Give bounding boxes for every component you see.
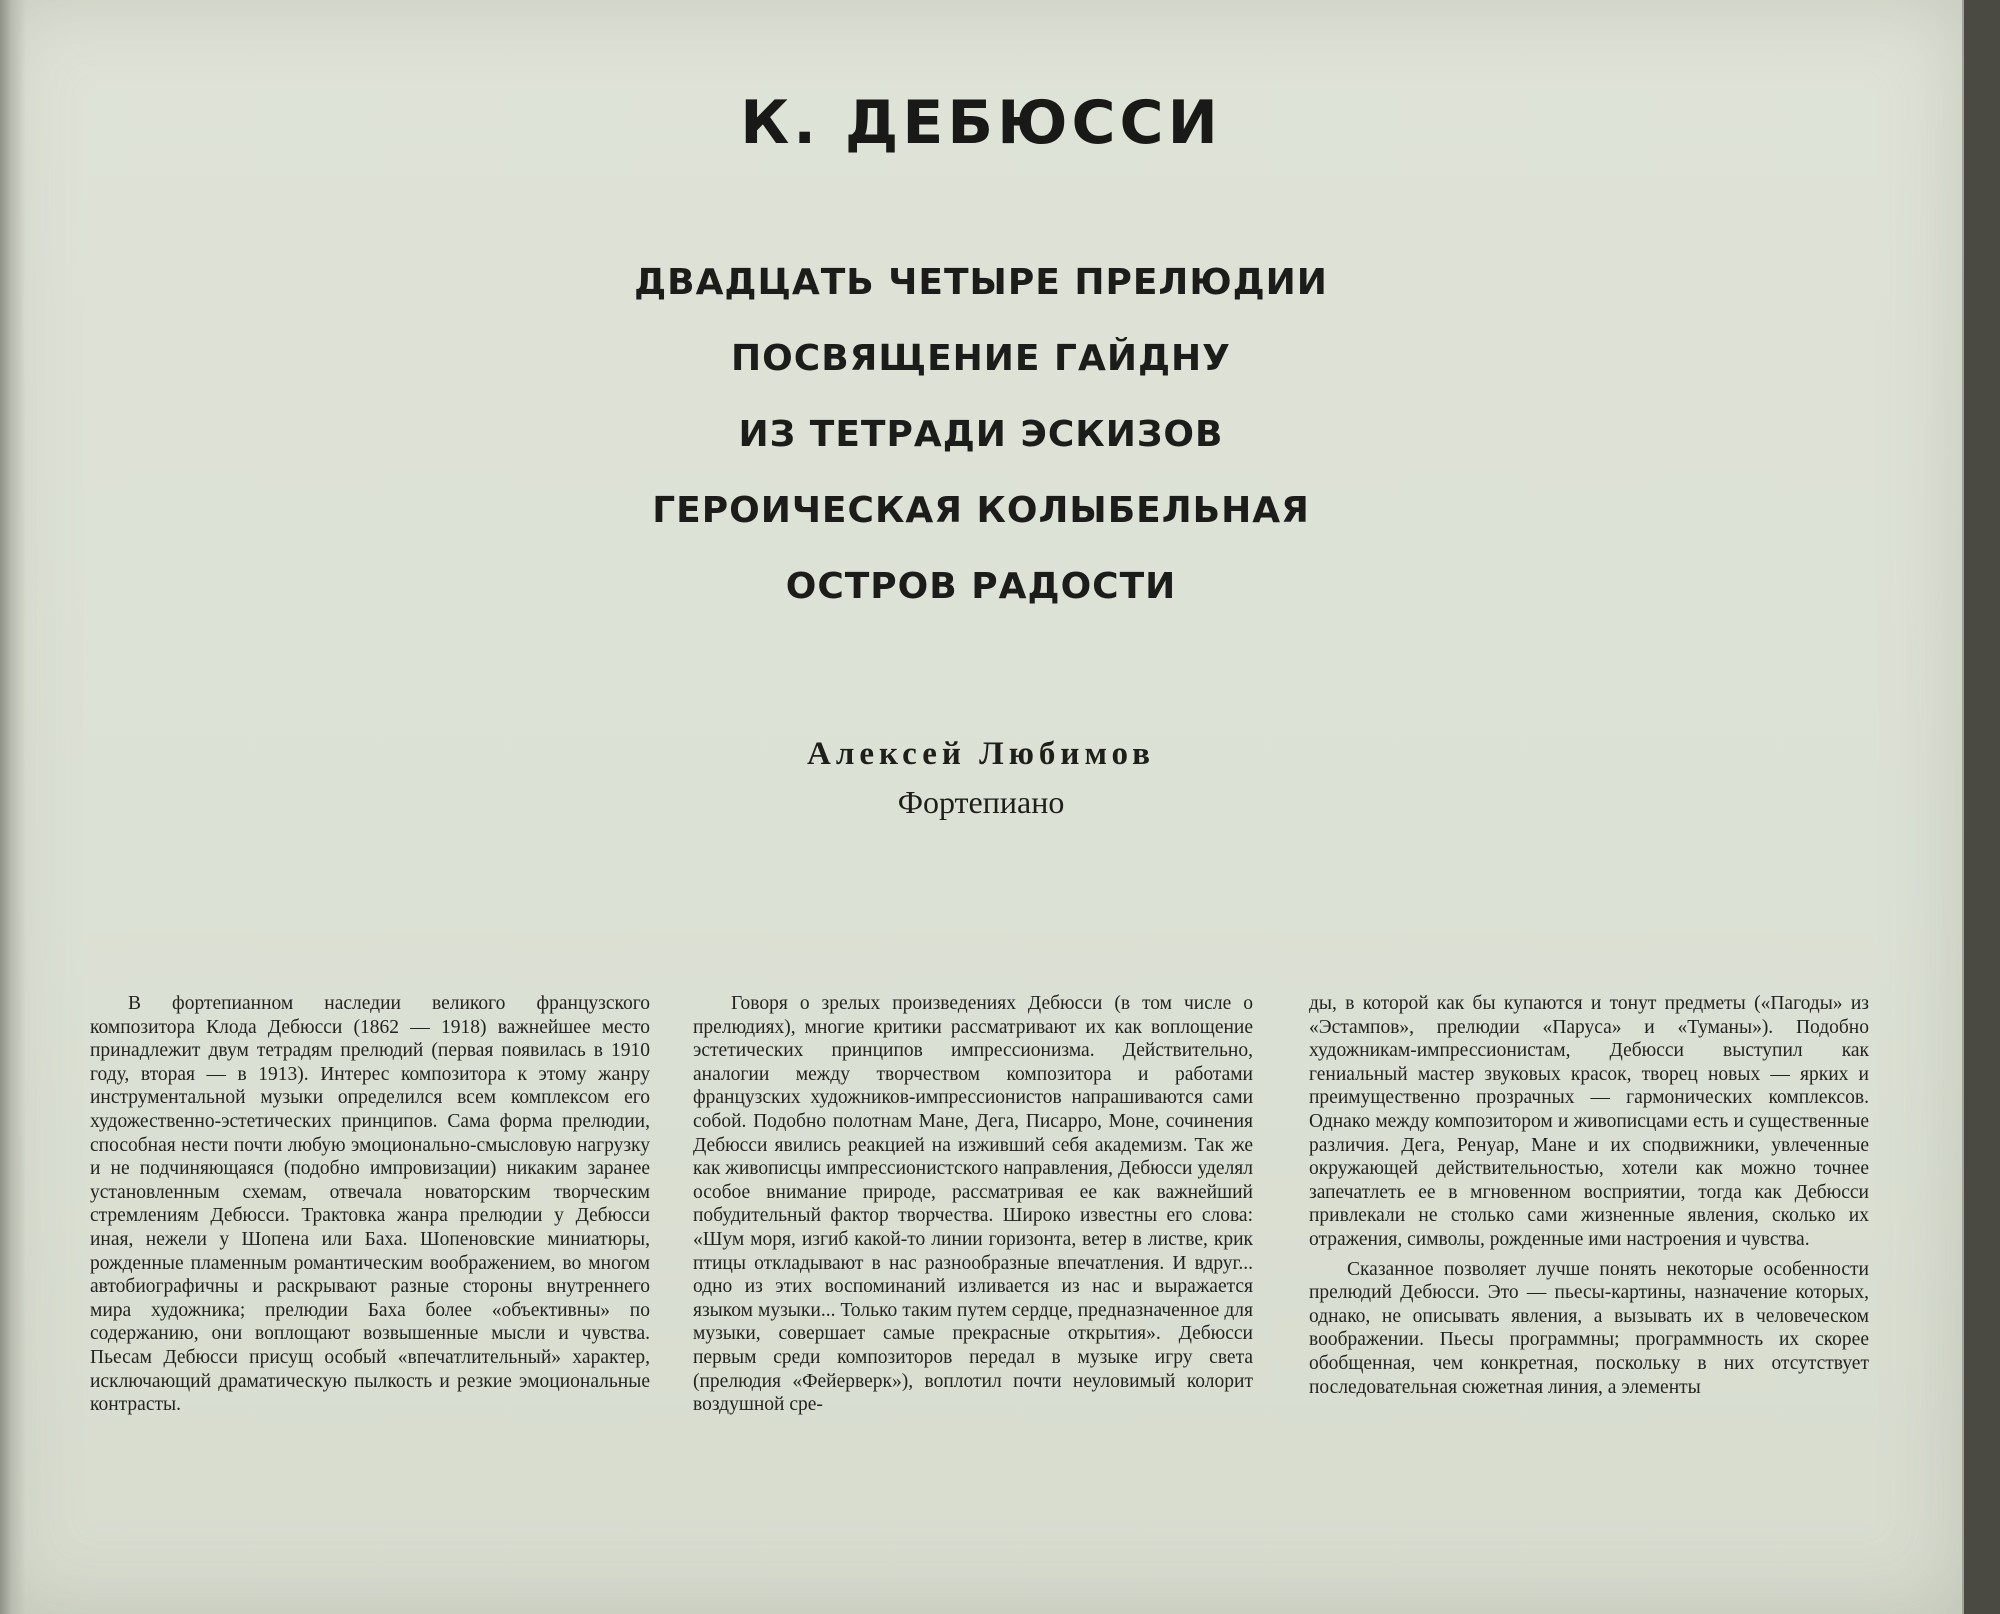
work-title: ПОСВЯЩЕНИЕ ГАЙДНУ <box>731 338 1231 379</box>
body-paragraph: Говоря о зрелых произведениях Дебюсси (в том числе о прелюдиях), многие критики рассматривают их как воплощение эстетических принципов импрессионизма. Действительно, аналогии между творчеством композитора и работами французских художников-импрессионистов напрашиваются сами собой. Подобно полотнам Мане, Дега, Писарро, Моне, сочинения Дебюсси явились реакцией на изживший себя академизм. Так же как живописцы импрессионистского направления, Дебюсси уделял особое внимание природе, рассматривая ее как важнейший побудительный фактор творчества. Широко известны его слова: «Шум моря, изгиб какой-то линии горизонта, ветер в листве, крик птицы откладывают в нас разнообразные впечатления. И вдруг... одно из этих воспоминаний изливается из нас и выражается языком музыки... Только таким путем сердце, предназначенное для музыки, совершает самые прекрасные открытия». Дебюсси первым среди композиторов передал в музыке игру света (прелюдия «Фейерверк»), воплотил почти неуловимый колорит воздушной сре- <box>693 993 1253 1416</box>
body-paragraph: ды, в которой как бы купаются и тонут предметы («Пагоды» из «Эстампов», прелюдии «Паруса» и «Туманы»). Подобно художникам-импрессионистам, Дебюсси выступил как гениальный мастер звуковых красок, творец новых — ярких и преимущественно прозрачных — гармонических комплексов. Однако между композитором и живописцами есть и существенные различия. Дега, Ренуар, Мане и их сподвижники, увлеченные окружающей действительностью, хотели как можно точнее запечатлеть ее в мгновенном восприятии, тогда как Дебюсси привлекали не столько сами жизненные явления, сколько их отражения, символы, рожденные ими настроения и чувства. <box>1309 993 1869 1250</box>
work-title: ДВАДЦАТЬ ЧЕТЫРЕ ПРЕЛЮДИИ <box>634 262 1328 303</box>
body-paragraph: В фортепианном наследии великого французского композитора Клода Дебюсси (1862 — 1918) важнейшее место принадлежит двум тетрадям прелюдий (первая появилась в 1910 году, вторая — в 1913). Интерес композитора к этому жанру инструментальной музыки определился всем комплексом его художественно-эстетических принципов. Сама форма прелюдии, способная нести почти любую эмоционально-смысловую нагрузку и не подчиняющаяся (подобно импровизации) никаким заранее установленным схемам, отвечала новаторским творческим стремлениям Дебюсси. Трактовка жанра прелюдии у Дебюсси иная, нежели у Шопена или Баха. Шопеновские миниатюры, рожденные пламенным романтическим воображением, во многом автобиографичны и раскрывают разные стороны внутреннего мира художника; прелюдии Баха более «объективны» по содержанию, они воплощают возвышенные мысли и чувства. Пьесам Дебюсси присущ особый «впечатлительный» характер, исключающий драматическую пылкость и резкие эмоциональные контрасты. <box>90 993 650 1416</box>
text-column-2 <box>693 992 1253 1417</box>
text-column-3 <box>1309 992 1869 1399</box>
body-paragraph: Сказанное позволяет лучше понять некоторые особенности прелюдий Дебюсси. Это — пьесы-картины, назначение которых, однако, не описывать явления, а вызывать их в человеческом воображении. Пьесы программны; программность их скорее обобщенная, чем конкретная, поскольку в них отсутствует последовательная сюжетная линия, а элементы <box>1309 1258 1869 1398</box>
works-list <box>0 258 1962 638</box>
text-column-1 <box>90 992 650 1417</box>
performer-name: Алексей Любимов <box>806 736 1155 772</box>
composer-name: К. ДЕБЮССИ <box>740 88 1222 158</box>
work-title: ОСТРОВ РАДОСТИ <box>785 566 1177 607</box>
instrument-label: Фортепиано <box>897 784 1065 820</box>
work-title: ИЗ ТЕТРАДИ ЭСКИЗОВ <box>738 414 1224 455</box>
work-title: ГЕРОИЧЕСКАЯ КОЛЫБЕЛЬНАЯ <box>652 490 1310 531</box>
